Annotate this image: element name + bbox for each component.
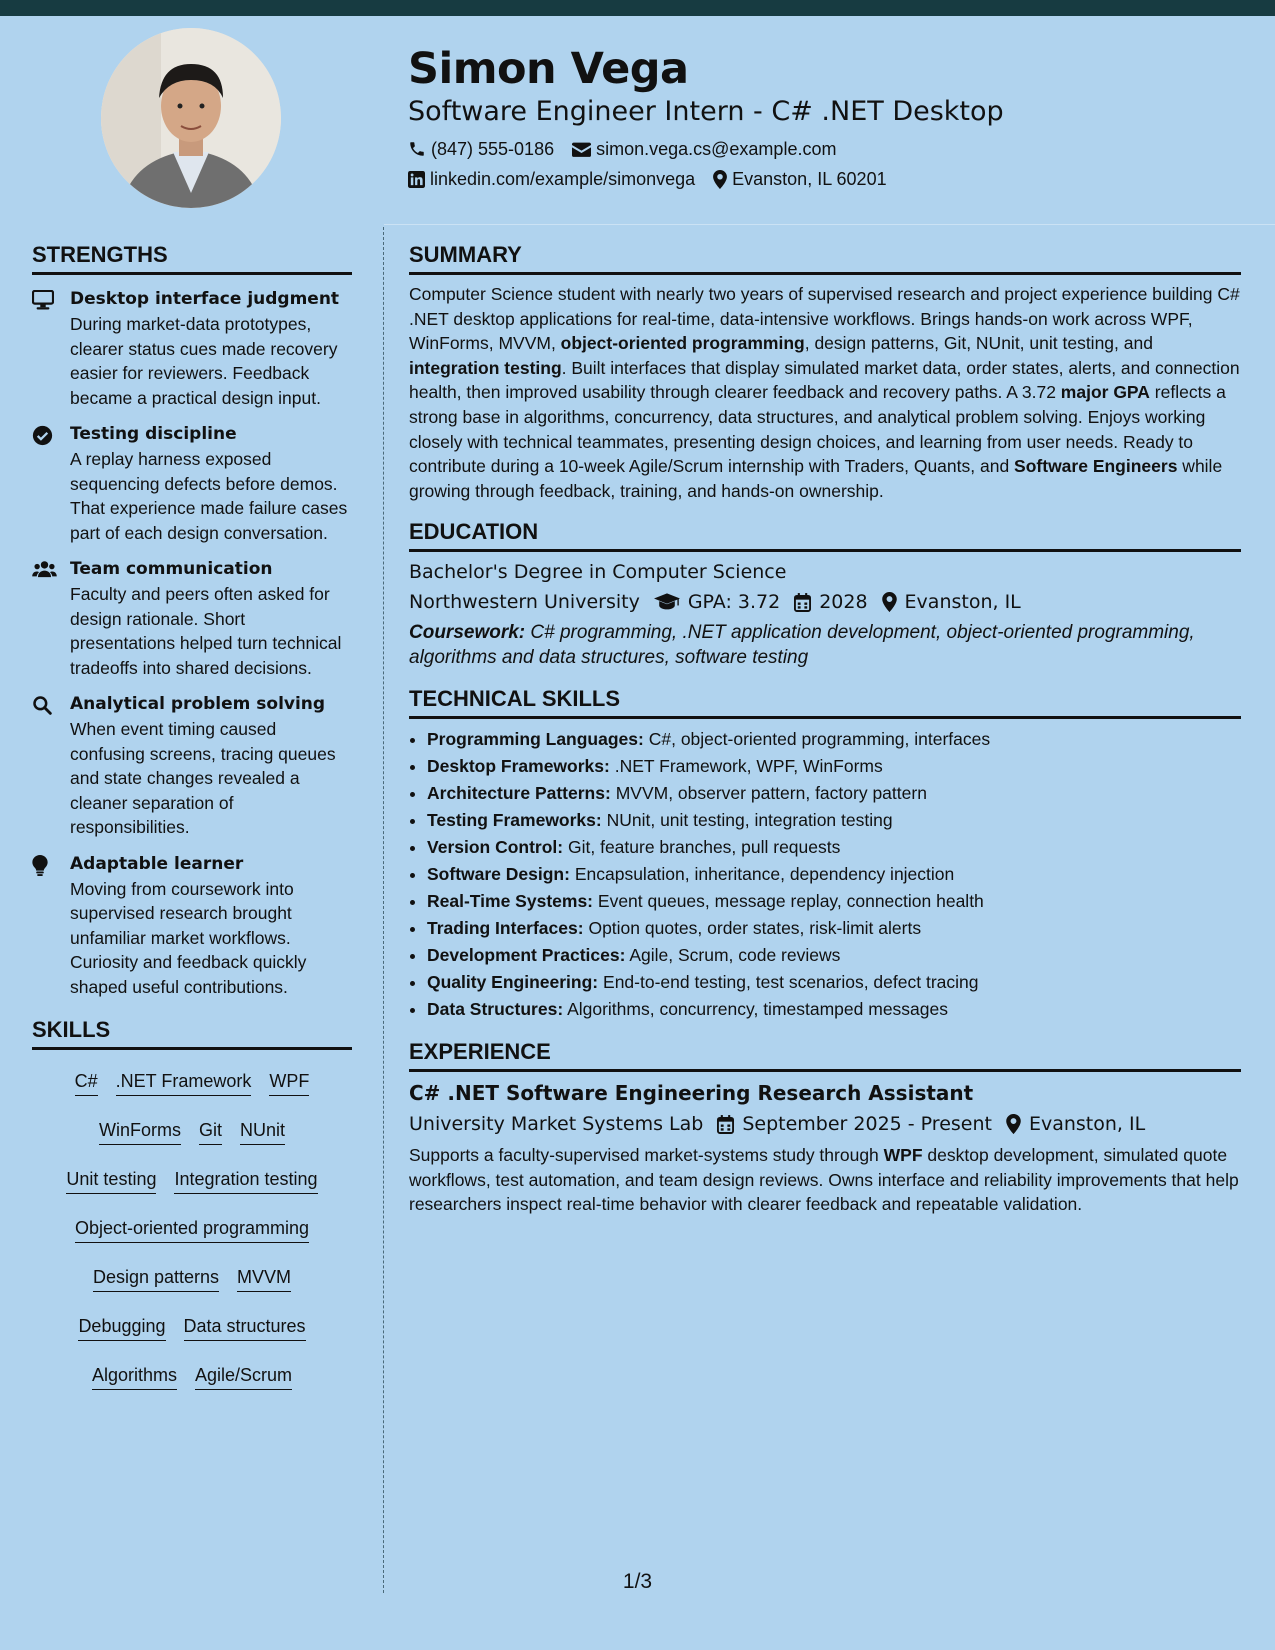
- job-desc-part: desktop development, simulated quote workflows, test automation, and team design reviews. Owns interface and reliability improvements that help researchers inspect real-time behavior with clearer feedback and repeatable validation.: [409, 1145, 1239, 1215]
- strength-text: A replay harness exposed sequencing defects before demos. That experience made failure cases part of each design conversation.: [70, 449, 348, 543]
- skill-tag: .NET Framework: [116, 1070, 252, 1096]
- job-meta: [409, 1111, 1241, 1137]
- header-divider: [384, 224, 1275, 225]
- search-icon: [32, 695, 52, 715]
- skill-label: Quality Engineering:: [427, 972, 599, 993]
- email-contact[interactable]: [572, 138, 836, 160]
- skill-value: Git, feature branches, pull requests: [568, 837, 841, 858]
- skills-section: [32, 1013, 352, 1405]
- map-pin-icon: [713, 170, 727, 189]
- skill-value: .NET Framework, WPF, WinForms: [614, 756, 883, 777]
- job-description: [409, 1143, 1241, 1217]
- summary-highlight: object-oriented programming: [560, 333, 805, 354]
- strength-text: When event timing caused confusing screens, tracing queues and state changes revealed a cleaner separation of responsibilities.: [70, 719, 336, 837]
- strength-item: [32, 692, 352, 840]
- phone-text: (847) 555-0186: [431, 139, 555, 159]
- skill-label: Desktop Frameworks:: [427, 756, 610, 777]
- skill-label: Real-Time Systems:: [427, 891, 594, 912]
- skill-value: Encapsulation, inheritance, dependency injection: [574, 864, 955, 885]
- skill-tag: C#: [75, 1070, 98, 1096]
- skill-tag: Debugging: [78, 1315, 165, 1341]
- technical-skills-heading: TECHNICAL SKILLS: [409, 682, 1241, 719]
- skill-label: Software Design:: [427, 864, 570, 885]
- job-dates: September 2025 - Present: [742, 1113, 992, 1136]
- resume-header: [408, 40, 1248, 190]
- skill-tag: NUnit: [240, 1119, 285, 1145]
- skill-tag: Git: [199, 1119, 222, 1145]
- skill-tag: Agile/Scrum: [195, 1364, 292, 1390]
- job-desc-highlight: WPF: [883, 1145, 923, 1166]
- skill-tag: Unit testing: [66, 1168, 156, 1194]
- coursework-label: Coursework:: [409, 622, 526, 644]
- strength-title: Analytical problem solving: [70, 694, 326, 714]
- summary-part: . Built interfaces that display simulated market data, order states, alerts, and connection health, then improved usability through clearer feedback and recovery paths. A 3.72: [409, 357, 1240, 403]
- list-item: [427, 780, 1241, 807]
- skill-value: C#, object-oriented programming, interfaces: [648, 729, 991, 750]
- summary-part: reflects a strong base in algorithms, concurrency, data structures, and analytical problem solving. Enjoys working closely with technical teammates, presenting design choices, and learning from user needs. Ready to contribute during a 10-week Agile/Scrum internship with Traders, Quants, and: [409, 382, 1226, 477]
- list-item: [427, 834, 1241, 861]
- calendar-icon: [794, 593, 811, 612]
- skill-label: Version Control:: [427, 837, 564, 858]
- skill-tag: Design patterns: [93, 1266, 219, 1292]
- location-contact: [713, 168, 886, 190]
- summary-heading: SUMMARY: [409, 238, 1241, 275]
- strength-item: [32, 852, 352, 1000]
- skill-value: End-to-end testing, test scenarios, defect tracing: [603, 972, 979, 993]
- skill-value: NUnit, unit testing, integration testing: [606, 810, 893, 831]
- monitor-icon: [32, 290, 54, 310]
- education-meta: [409, 589, 1241, 615]
- strength-text: Moving from coursework into supervised research brought unfamiliar market workflows. Curiosity and feedback quickly shaped useful contributions.: [70, 878, 307, 997]
- skill-tags: [32, 1062, 352, 1405]
- candidate-role: Software Engineer Intern - C# .NET Desktop: [408, 96, 1004, 127]
- main-column: [409, 238, 1241, 1217]
- linkedin-contact[interactable]: [408, 168, 695, 190]
- list-item: [427, 888, 1241, 915]
- list-item: [427, 753, 1241, 780]
- users-icon: [32, 560, 57, 578]
- skill-value: Agile, Scrum, code reviews: [629, 945, 841, 966]
- skill-tag: MVVM: [237, 1266, 291, 1292]
- strength-title: Adaptable learner: [70, 853, 244, 874]
- lightbulb-icon: [32, 855, 48, 876]
- education-heading: EDUCATION: [409, 515, 1241, 552]
- skill-value: Event queues, message replay, connection health: [597, 891, 984, 912]
- skill-value: Option quotes, order states, risk-limit alerts: [588, 918, 922, 939]
- list-item: [427, 915, 1241, 942]
- strength-title: Team communication: [70, 559, 273, 579]
- job-dates-item: [717, 1111, 992, 1137]
- skill-tag: WPF: [269, 1070, 309, 1096]
- summary-highlight: major GPA: [1060, 382, 1150, 403]
- location-text: Evanston, IL 60201: [732, 169, 887, 189]
- check-circle-icon: [32, 425, 53, 446]
- list-item: [427, 861, 1241, 888]
- strength-item: [32, 422, 352, 545]
- strength-title: Desktop interface judgment: [70, 289, 340, 309]
- skill-value: Algorithms, concurrency, timestamped messages: [567, 999, 948, 1020]
- phone-icon: [408, 140, 426, 158]
- candidate-name: Simon Vega: [408, 44, 689, 94]
- skill-value: MVVM, observer pattern, factory pattern: [615, 783, 927, 804]
- skill-label: Trading Interfaces:: [427, 918, 584, 939]
- job-location-item: [1006, 1111, 1145, 1137]
- coursework-list: C# programming, .NET application development, object-oriented programming, algorithms and data structures, software testing: [409, 622, 1195, 668]
- email-text: simon.vega.cs@example.com: [596, 139, 837, 159]
- phone-contact: [408, 138, 554, 160]
- calendar-icon: [717, 1115, 734, 1134]
- technical-skills-list: [409, 726, 1241, 1023]
- gpa-text: GPA: 3.72: [687, 591, 781, 614]
- list-item: [427, 996, 1241, 1023]
- profile-photo: [101, 28, 281, 208]
- strength-title: Testing discipline: [70, 424, 237, 444]
- grad-year: 2028: [819, 591, 868, 614]
- coursework: [409, 621, 1241, 670]
- contact-line-1: [408, 138, 1248, 160]
- skill-tag: Algorithms: [92, 1364, 177, 1390]
- school-name: Northwestern University: [409, 591, 640, 614]
- edu-location-item: [882, 589, 1021, 615]
- strength-text: During market-data prototypes, clearer status cues made recovery easier for reviewers. Feedback became a practical design input.: [70, 314, 338, 408]
- skill-label: Architecture Patterns:: [427, 783, 611, 804]
- job-title: C# .NET Software Engineering Research Assistant: [409, 1081, 974, 1106]
- linkedin-icon: [408, 171, 425, 188]
- linkedin-text: linkedin.com/example/simonvega: [430, 169, 696, 189]
- skill-tag: Data structures: [184, 1315, 306, 1341]
- strengths-heading: STRENGTHS: [32, 238, 352, 275]
- experience-heading: EXPERIENCE: [409, 1035, 1241, 1072]
- gpa-item: [654, 589, 780, 615]
- summary-highlight: integration testing: [409, 357, 562, 378]
- list-item: [427, 807, 1241, 834]
- envelope-icon: [572, 141, 591, 157]
- skill-tag: Integration testing: [174, 1168, 317, 1194]
- page-number: 1/3: [622, 1570, 653, 1593]
- degree-title: Bachelor's Degree in Computer Science: [409, 561, 787, 584]
- skill-label: Data Structures:: [427, 999, 564, 1020]
- list-item: [427, 942, 1241, 969]
- edu-location: Evanston, IL: [904, 591, 1021, 614]
- skill-label: Development Practices:: [427, 945, 626, 966]
- graduation-cap-icon: [654, 593, 680, 611]
- skill-tag: Object-oriented programming: [75, 1217, 309, 1243]
- skills-heading: SKILLS: [32, 1013, 352, 1050]
- strength-item: [32, 557, 352, 680]
- summary-part: , design patterns, Git, NUnit, unit testing, and: [804, 333, 1153, 354]
- map-pin-icon: [1006, 1114, 1021, 1134]
- skill-tag: WinForms: [99, 1119, 181, 1145]
- top-accent-bar: [0, 0, 1275, 16]
- map-pin-icon: [882, 592, 897, 612]
- list-item: [427, 969, 1241, 996]
- sidebar: [32, 238, 352, 1405]
- summary-text: [409, 282, 1241, 503]
- summary-highlight: Software Engineers: [1014, 456, 1178, 477]
- job-location: Evanston, IL: [1028, 1113, 1146, 1136]
- column-divider: [383, 227, 384, 1593]
- job-org: University Market Systems Lab: [409, 1113, 704, 1136]
- contact-line-2: [408, 168, 1248, 190]
- summary-part: Computer Science student with nearly two years of supervised research and project experience building C# .NET desktop applications for real-time, data-intensive workflows. Brings hands-on work across WPF, WinForms, MVVM,: [409, 284, 1240, 354]
- strength-text: Faculty and peers often asked for design rationale. Short presentations helped turn technical tradeoffs into shared decisions.: [70, 584, 342, 678]
- skill-label: Testing Frameworks:: [427, 810, 602, 831]
- summary-part: while growing through feedback, training, and hands-on ownership.: [409, 456, 1223, 501]
- year-item: [794, 589, 867, 615]
- strength-item: [32, 287, 352, 410]
- skill-label: Programming Languages:: [427, 729, 644, 750]
- job-desc-part: Supports a faculty-supervised market-systems study through: [409, 1145, 884, 1166]
- list-item: [427, 726, 1241, 753]
